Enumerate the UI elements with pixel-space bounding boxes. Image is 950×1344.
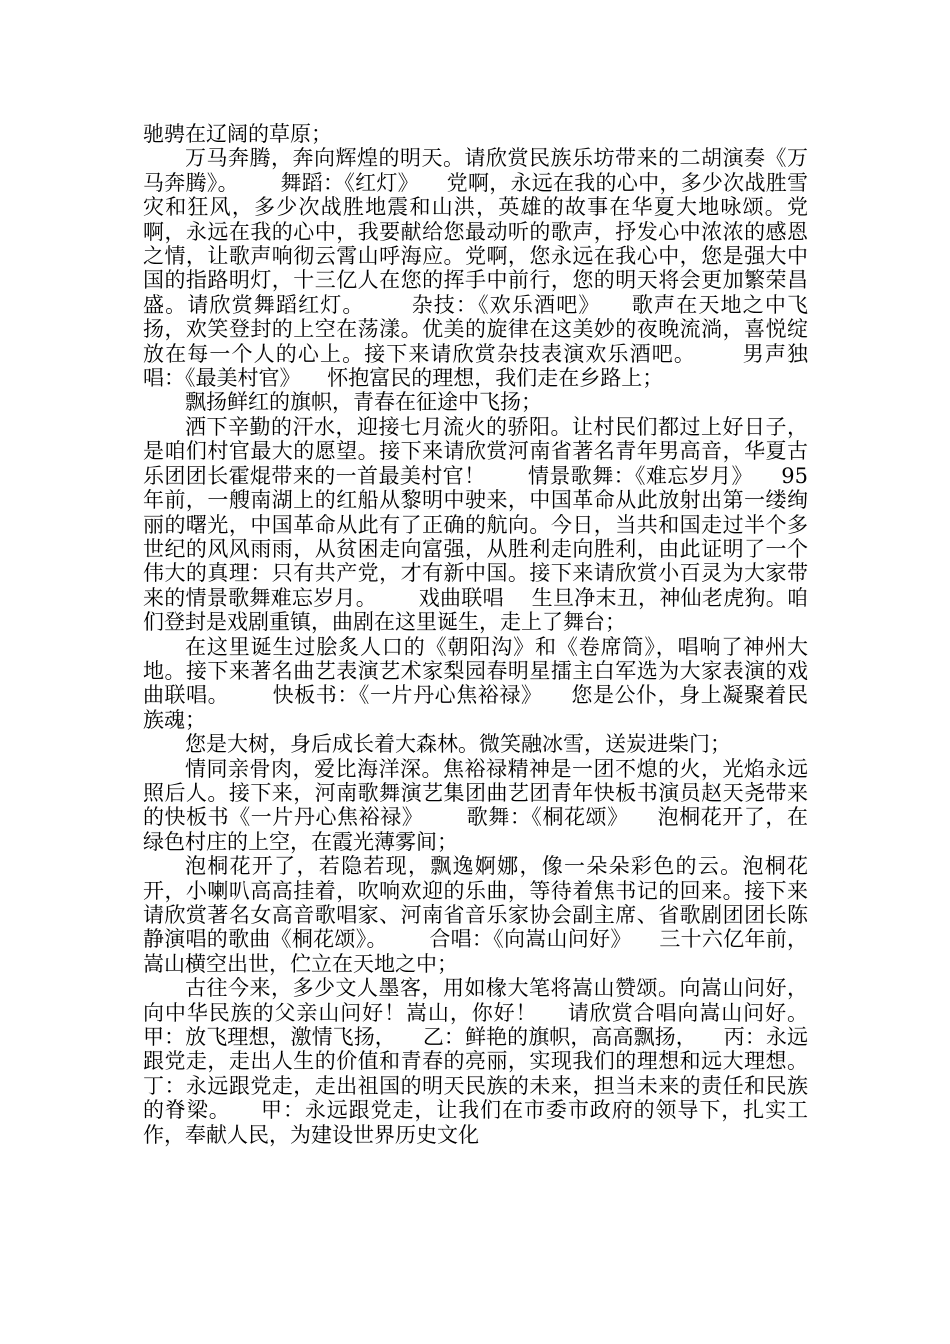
paragraph-3: 飘扬鲜红的旗帜，青春在征途中飞扬； [185,390,542,415]
document-page [143,122,849,1147]
paragraph-8: 泡桐花开了，若隐若现，飘逸婀娜，像一朵朵彩色的云。泡桐花开，小喇叭高高挂着，吹响欢迎的乐曲，等待着焦书记的回来。接下来请欣赏著名女高音歌唱家、河南省音乐家协会副主席、省歌剧团团长陈静演唱的歌曲《桐花颂》。 合唱：《向嵩山问好》 三十六亿年前，嵩山横空出世，伫立在天地之中； [143,854,808,976]
paragraph-7: 情同亲骨肉，爱比海洋深。焦裕禄精神是一团不熄的火，光焰永远照后人。接下来，河南歌舞演艺集团曲艺团青年快板书演员赵天尧带来的快板书《一片丹心焦裕禄》 歌舞：《桐花颂》 泡桐花开了，在绿色村庄的上空，在霞光薄雾间； [143,756,808,854]
paragraph-5: 在这里诞生过脍炙人口的《朝阳沟》和《卷席筒》，唱响了神州大地。接下来著名曲艺表演艺术家梨园春明星擂主白军选为大家表演的戏曲联唱。 快板书：《一片丹心焦裕禄》 您是公仆，身上凝聚着民族魂； [143,634,808,732]
paragraph-2: 万马奔腾，奔向辉煌的明天。请欣赏民族乐坊带来的二胡演奏《万马奔腾》。 舞蹈：《红灯》 党啊，永远在我的心中，多少次战胜雪灾和狂风，多少次战胜地震和山洪，英雄的故事在华夏大地咏颂。党啊，永远在我的心中，我要献给您最动听的歌声，抒发心中浓浓的感恩之情，让歌声响彻云霄山呼海应。党啊，您永远在我心中，您是强大中国的指路明灯，十三亿人在您的挥手中前行，您的明天将会更加繁荣昌盛。请欣赏舞蹈红灯。 杂技：《欢乐酒吧》 歌声在天地之中飞扬，欢笑登封的上空在荡漾。优美的旋律在这美妙的夜晚流淌，喜悦绽放在每一个人的心上。接下来请欣赏杂技表演欢乐酒吧。 男声独唱：《最美村官》 怀抱富民的理想，我们走在乡路上； [143,146,808,391]
paragraph-6: 您是大树，身后成长着大森林。微笑融冰雪，送炭进柴门； [185,732,731,757]
paragraph-4: 洒下辛勤的汗水，迎接七月流火的骄阳。让村民们都过上好日子，是咱们村官最大的愿望。接下来请欣赏河南省著名青年男高音，华夏古乐团团长霍焜带来的一首最美村官！ 情景歌舞：《难忘岁月》 95 年前，一艘南湖上的红船从黎明中驶来，中国革命从此放射出第一缕绚丽的曙光，中国革命从此有了正确的航向。今日，当共和国走过半个多世纪的风风雨雨，从贫困走向富强，从胜利走向胜利，由此证明了一个伟大的真理：只有共产党，才有新中国。接下来请欣赏小百灵为大家带来的情景歌舞难忘岁月。 戏曲联唱 生旦净末丑，神仙老虎狗。咱们登封是戏剧重镇，曲剧在这里诞生，走上了舞台； [143,414,815,635]
paragraph-1: 驰骋在辽阔的草原； [143,122,332,146]
paragraph-9: 古往今来，多少文人墨客，用如椽大笔将嵩山赞颂。向嵩山问好，向中华民族的父亲山问好！嵩山，你好！ 请欣赏合唱向嵩山问好。 甲：放飞理想，激情飞扬， 乙：鲜艳的旗帜，高高飘扬， 丙：永远跟党走，走出人生的价值和青春的亮丽，实现我们的理想和远大理想。 丁：永远跟党走，走出祖国的明天民族的未来，担当未来的责任和民族的脊梁。 甲：永远跟党走，让我们在市委市政府的领导下，扎实工作，奉献人民，为建设世界历史文化 [143,976,849,1147]
